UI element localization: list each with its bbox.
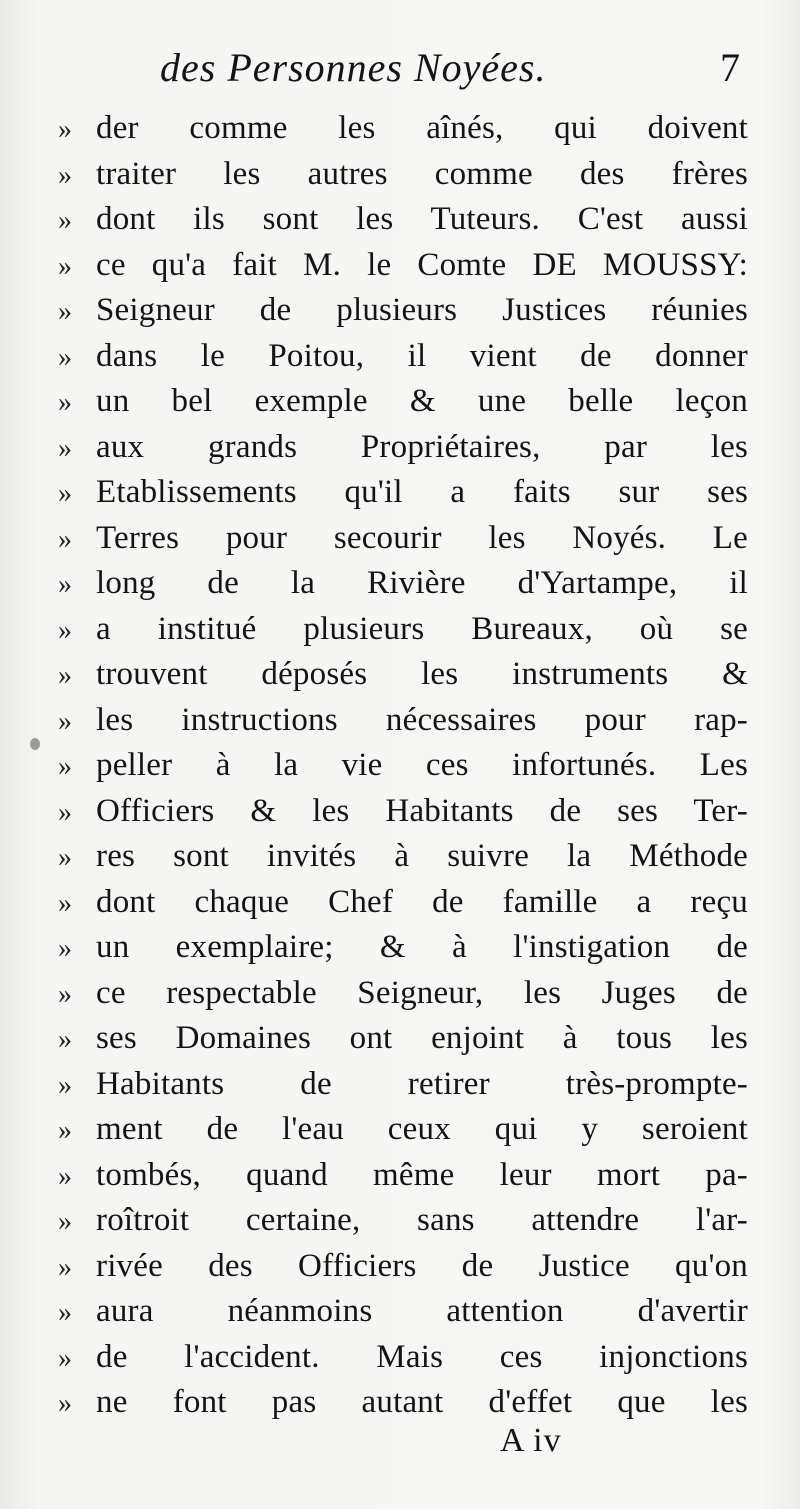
body-text (58, 110, 748, 1430)
text-line (58, 1248, 748, 1294)
text-line (58, 201, 748, 247)
quotation-mark: » (58, 1069, 72, 1101)
text-line (58, 156, 748, 202)
quotation-mark: » (58, 796, 72, 828)
quotation-mark: » (58, 1024, 72, 1055)
line-text: tombés, quand même leur mort pa- (96, 1156, 748, 1193)
text-line (58, 565, 748, 611)
quotation-mark: » (58, 205, 72, 236)
text-line (58, 520, 748, 566)
quotation-mark: » (58, 1160, 72, 1192)
quotation-mark: » (58, 569, 72, 600)
running-title: des Personnes Noyées. (160, 45, 547, 90)
text-line (58, 1111, 748, 1157)
line-text: der comme les aînés, qui doivent (96, 110, 748, 146)
quotation-mark: » (58, 887, 72, 919)
line-text: un bel exemple & une belle leçon (96, 383, 748, 419)
text-line (58, 429, 748, 475)
quotation-mark: » (58, 523, 72, 555)
text-line (58, 611, 748, 657)
line-text: aux grands Propriétaires, par les (96, 428, 748, 465)
line-text: res sont invités à suivre la Méthode (96, 838, 748, 874)
text-line (58, 1066, 748, 1112)
line-text: peller à la vie ces infortunés. Les (96, 747, 748, 783)
text-line (58, 110, 748, 156)
quotation-mark: » (58, 751, 72, 782)
line-text: aura néanmoins attention d'avertir (96, 1293, 748, 1329)
quotation-mark: » (58, 933, 72, 964)
text-line (58, 702, 748, 748)
quotation-mark: » (58, 341, 72, 373)
quotation-mark: » (58, 1297, 72, 1328)
line-text: Etablissements qu'il a faits sur ses (96, 474, 748, 510)
line-text: dont chaque Chef de famille a reçu (96, 883, 748, 920)
line-text: Officiers & les Habitants de ses Ter- (96, 792, 748, 829)
line-text: dans le Poitou, il vient de donner (96, 337, 748, 374)
quotation-mark: » (58, 296, 72, 327)
quotation-mark: » (58, 614, 72, 646)
text-line (58, 292, 748, 338)
line-text: dont ils sont les Tuteurs. C'est aussi (96, 201, 748, 237)
line-text: Seigneur de plusieurs Justices réunies (96, 292, 748, 328)
line-text: ce qu'a fait M. le Comte DE MOUSSY: (96, 246, 748, 283)
line-text: ses Domaines ont enjoint à tous les (96, 1020, 748, 1056)
text-line (58, 1202, 748, 1248)
text-line (58, 838, 748, 884)
text-line (58, 656, 748, 702)
quotation-mark: » (58, 387, 72, 418)
text-line (58, 929, 748, 975)
text-line (58, 1339, 748, 1385)
line-text: Habitants de retirer très-prompte- (96, 1065, 748, 1102)
quotation-mark: » (58, 1206, 72, 1237)
quotation-mark: » (58, 1115, 72, 1146)
text-line (58, 793, 748, 839)
text-line (58, 1020, 748, 1066)
quotation-mark: » (58, 1251, 72, 1283)
ink-smudge (30, 738, 40, 750)
text-line (58, 338, 748, 384)
page-number: 7 (720, 45, 740, 90)
quotation-mark: » (58, 478, 72, 509)
text-line (58, 474, 748, 520)
line-text: les instructions nécessaires pour rap- (96, 701, 748, 738)
text-line (58, 975, 748, 1021)
quotation-mark: » (58, 432, 72, 464)
text-line (58, 1384, 748, 1430)
text-line (58, 247, 748, 293)
line-text: un exemplaire; & à l'instigation de (96, 929, 748, 965)
quotation-mark: » (58, 159, 72, 191)
line-text: rivée des Officiers de Justice qu'on (96, 1247, 748, 1284)
quotation-mark: » (58, 1388, 72, 1419)
line-text: long de la Rivière d'Yartampe, il (96, 565, 748, 601)
quotation-mark: » (58, 1342, 72, 1374)
quotation-mark: » (58, 978, 72, 1010)
quotation-mark: » (58, 660, 72, 691)
text-line (58, 884, 748, 930)
line-text: ne font pas autant d'effet que les (96, 1384, 748, 1420)
line-text: trouvent déposés les instruments & (96, 656, 748, 692)
line-text: traiter les autres comme des frères (96, 155, 748, 192)
text-line (58, 747, 748, 793)
line-text: roîtroit certaine, sans attendre l'ar- (96, 1202, 748, 1238)
signature-mark: A iv (500, 1422, 562, 1459)
text-line (58, 1293, 748, 1339)
text-line (58, 383, 748, 429)
line-text: de l'accident. Mais ces injonctions (96, 1338, 748, 1375)
quotation-mark: » (58, 114, 72, 145)
page-header (120, 44, 740, 104)
quotation-mark: » (58, 705, 72, 737)
text-line (58, 1157, 748, 1203)
quotation-mark: » (58, 842, 72, 873)
line-text: ce respectable Seigneur, les Juges de (96, 974, 748, 1011)
line-text: Terres pour secourir les Noyés. Le (96, 519, 748, 556)
quotation-mark: » (58, 250, 72, 282)
line-text: a institué plusieurs Bureaux, où se (96, 610, 748, 647)
line-text: ment de l'eau ceux qui y seroient (96, 1111, 748, 1147)
